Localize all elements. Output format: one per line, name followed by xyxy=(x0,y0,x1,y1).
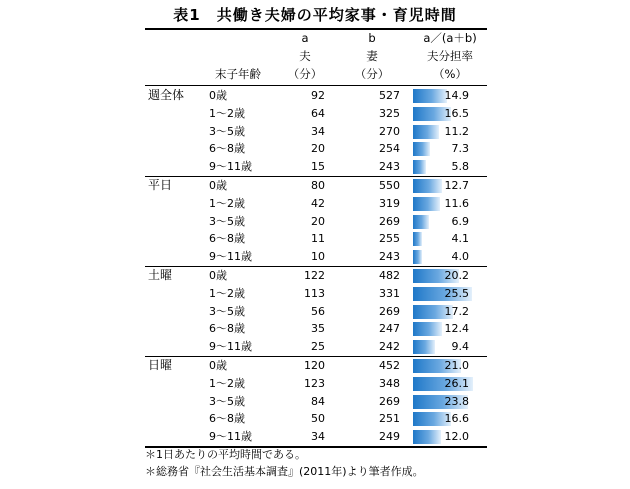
husband-minutes-cell: 84 xyxy=(311,394,325,408)
row-group xyxy=(145,267,487,357)
husband-minutes-cell: 123 xyxy=(304,376,325,390)
table-row xyxy=(145,267,487,285)
wife-minutes-cell: 247 xyxy=(379,322,400,336)
wife-minutes-cell: 269 xyxy=(379,394,400,408)
ratio-cell: 17.2 xyxy=(444,304,469,318)
table-row xyxy=(145,285,487,303)
husband-minutes-cell: 80 xyxy=(311,178,325,192)
ratio-cell: 5.8 xyxy=(451,160,469,174)
table-row xyxy=(145,213,487,231)
ratio-cell: 12.0 xyxy=(444,430,469,444)
age-cell: 0歳 xyxy=(209,358,227,372)
husband-minutes-cell: 35 xyxy=(311,322,325,336)
wife-minutes-cell: 251 xyxy=(379,412,400,426)
header-col-a-unit: （分） xyxy=(287,67,323,81)
note-2: ＊総務省『社会生活基本調査』(2011年)より筆者作成。 xyxy=(145,465,424,478)
husband-minutes-cell: 122 xyxy=(304,268,325,282)
age-cell: 0歳 xyxy=(209,89,227,102)
age-cell: 6〜8歳 xyxy=(209,322,245,336)
ratio-cell: 4.0 xyxy=(451,250,469,264)
age-cell: 6〜8歳 xyxy=(209,142,245,156)
husband-minutes-cell: 20 xyxy=(311,142,325,156)
data-table xyxy=(145,87,487,448)
ratio-cell: 12.4 xyxy=(444,322,469,336)
wife-minutes-cell: 527 xyxy=(379,89,400,102)
age-cell: 3〜5歳 xyxy=(209,214,245,228)
table-row xyxy=(145,140,487,158)
header-col-b-label: 妻 xyxy=(366,49,378,63)
age-cell: 3〜5歳 xyxy=(209,394,245,408)
age-cell: 9〜11歳 xyxy=(209,340,252,354)
row-group xyxy=(145,357,487,448)
wife-minutes-cell: 270 xyxy=(379,124,400,138)
wife-minutes-cell: 325 xyxy=(379,106,400,120)
husband-minutes-cell: 11 xyxy=(311,232,325,246)
age-cell: 3〜5歳 xyxy=(209,124,245,138)
age-cell: 0歳 xyxy=(209,178,227,192)
wife-minutes-cell: 550 xyxy=(379,178,400,192)
group-label: 土曜 xyxy=(148,267,173,282)
table-row xyxy=(145,320,487,338)
ratio-cell: 16.5 xyxy=(444,106,469,120)
table-title: 表1 共働き夫婦の平均家事・育児時間 xyxy=(173,6,457,24)
wife-minutes-cell: 269 xyxy=(379,214,400,228)
notes xyxy=(145,446,424,480)
group-label: 日曜 xyxy=(148,357,173,372)
table-row xyxy=(145,428,487,446)
group-label: 平日 xyxy=(148,177,173,192)
table-row xyxy=(145,410,487,428)
age-cell: 9〜11歳 xyxy=(209,160,252,174)
table-row xyxy=(145,230,487,248)
wife-minutes-cell: 269 xyxy=(379,304,400,318)
header-col-b-letter: b xyxy=(368,31,376,45)
header-col-a-letter: a xyxy=(301,31,309,45)
ratio-cell: 16.6 xyxy=(444,412,469,426)
wife-minutes-cell: 482 xyxy=(379,268,400,282)
husband-minutes-cell: 20 xyxy=(311,214,325,228)
wife-minutes-cell: 452 xyxy=(379,358,400,372)
age-cell: 1〜2歳 xyxy=(209,106,245,120)
age-cell: 9〜11歳 xyxy=(209,430,252,444)
wife-minutes-cell: 331 xyxy=(379,286,400,300)
age-cell: 6〜8歳 xyxy=(209,232,245,246)
wife-minutes-cell: 255 xyxy=(379,232,400,246)
age-cell: 1〜2歳 xyxy=(209,196,245,210)
table-row xyxy=(145,87,487,105)
header-col-c-unit: （%） xyxy=(433,67,467,81)
age-cell: 1〜2歳 xyxy=(209,286,245,300)
age-cell: 0歳 xyxy=(209,268,227,282)
ratio-cell: 6.9 xyxy=(451,214,469,228)
row-group xyxy=(145,177,487,267)
husband-minutes-cell: 50 xyxy=(311,412,325,426)
wife-minutes-cell: 348 xyxy=(379,376,400,390)
age-cell: 6〜8歳 xyxy=(209,412,245,426)
table-row xyxy=(145,177,487,195)
husband-minutes-cell: 113 xyxy=(304,286,325,300)
ratio-cell: 25.5 xyxy=(444,286,469,300)
wife-minutes-cell: 254 xyxy=(379,142,400,156)
header-col-c-letter: a／(a＋b) xyxy=(423,31,477,45)
husband-minutes-cell: 15 xyxy=(311,160,325,174)
age-cell: 9〜11歳 xyxy=(209,250,252,264)
ratio-cell: 11.2 xyxy=(444,124,469,138)
husband-minutes-cell: 64 xyxy=(311,106,325,120)
wife-minutes-cell: 243 xyxy=(379,160,400,174)
ratio-cell: 23.8 xyxy=(444,394,469,408)
header-col-b-unit: （分） xyxy=(354,67,390,81)
ratio-cell: 26.1 xyxy=(444,376,469,390)
husband-minutes-cell: 25 xyxy=(311,340,325,354)
ratio-cell: 21.0 xyxy=(444,358,469,372)
table-row xyxy=(145,105,487,123)
note-1: ＊1日あたりの平均時間である。 xyxy=(145,448,306,461)
wife-minutes-cell: 249 xyxy=(379,430,400,444)
age-cell: 1〜2歳 xyxy=(209,376,245,390)
husband-minutes-cell: 34 xyxy=(311,124,325,138)
table-row xyxy=(145,357,487,375)
table-row xyxy=(145,303,487,321)
ratio-cell: 7.3 xyxy=(451,142,469,156)
wife-minutes-cell: 319 xyxy=(379,196,400,210)
ratio-cell: 11.6 xyxy=(444,196,469,210)
group-label: 週全体 xyxy=(148,88,185,102)
header-col-c-label: 夫分担率 xyxy=(427,49,473,63)
ratio-cell: 12.7 xyxy=(444,178,469,192)
table-row xyxy=(145,195,487,213)
wife-minutes-cell: 242 xyxy=(379,340,400,354)
ratio-cell: 14.9 xyxy=(444,89,469,102)
husband-minutes-cell: 10 xyxy=(311,250,325,264)
table-row xyxy=(145,248,487,266)
row-group xyxy=(145,87,487,177)
header-age-label: 末子年齢 xyxy=(215,67,261,81)
table-row xyxy=(145,393,487,411)
table-row xyxy=(145,123,487,141)
husband-minutes-cell: 42 xyxy=(311,196,325,210)
table-row xyxy=(145,338,487,356)
husband-minutes-cell: 56 xyxy=(311,304,325,318)
ratio-cell: 20.2 xyxy=(444,268,469,282)
table-row xyxy=(145,158,487,176)
husband-minutes-cell: 120 xyxy=(304,358,325,372)
husband-minutes-cell: 34 xyxy=(311,430,325,444)
header-col-a-label: 夫 xyxy=(299,49,311,63)
header-rule xyxy=(145,85,487,86)
ratio-cell: 9.4 xyxy=(451,340,469,354)
age-cell: 3〜5歳 xyxy=(209,304,245,318)
husband-minutes-cell: 92 xyxy=(311,89,325,102)
wife-minutes-cell: 243 xyxy=(379,250,400,264)
table-row xyxy=(145,375,487,393)
ratio-cell: 4.1 xyxy=(451,232,469,246)
